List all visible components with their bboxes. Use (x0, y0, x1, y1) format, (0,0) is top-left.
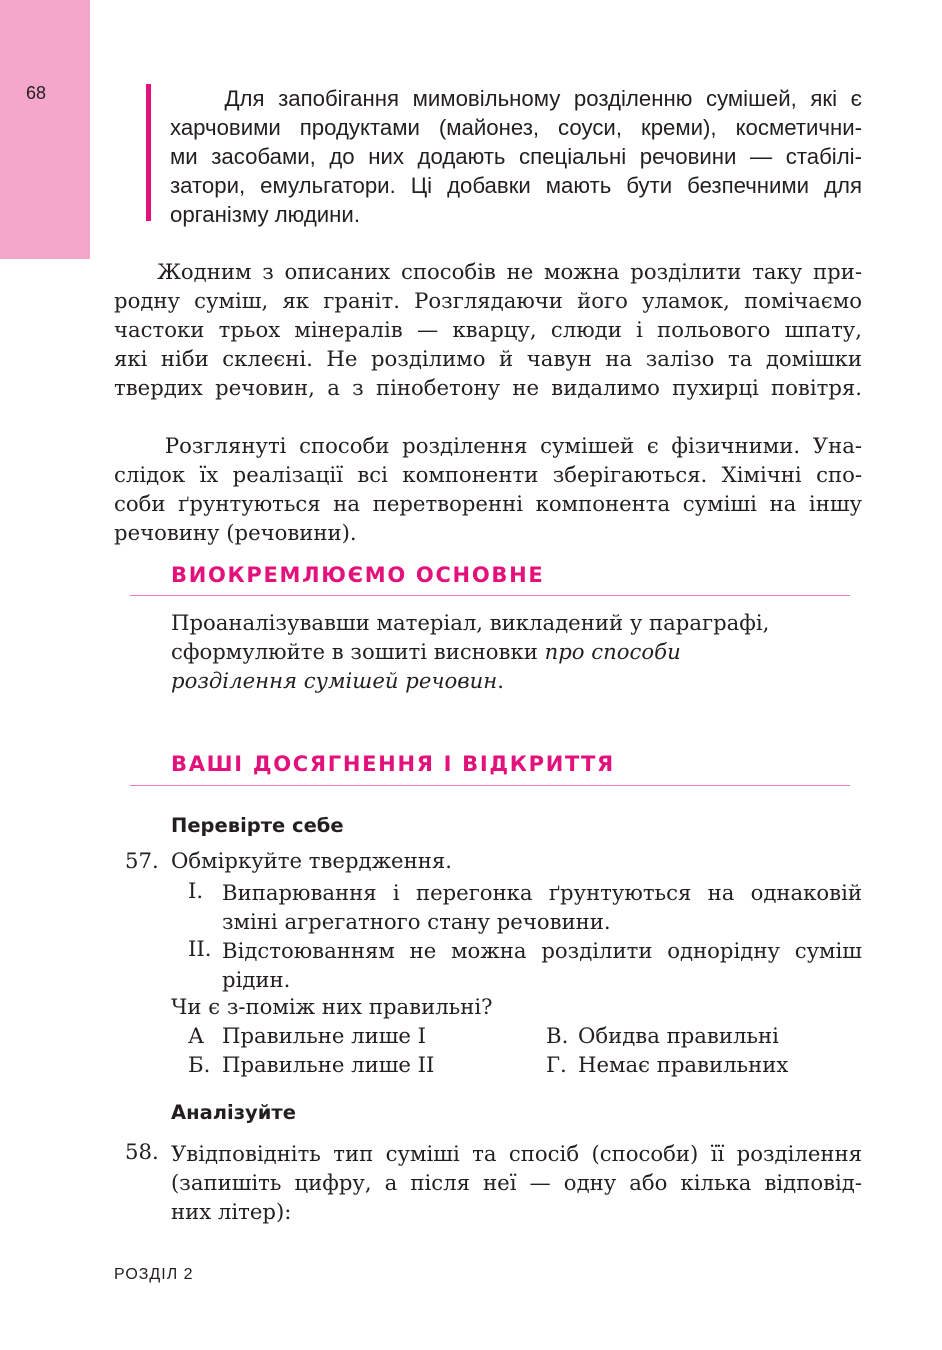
summary-line: Проаналізувавши матеріал, викладений у параграфі, (171, 610, 770, 635)
statement-line: Відстоюванням не можна розділити однорідну суміш (222, 938, 862, 963)
question-line: (запишіть цифру, а після неї — одну або кілька відповід- (171, 1170, 862, 1195)
statement-line: зміні агрегатного стану речовини. (222, 909, 611, 934)
paragraph-granite (114, 257, 862, 402)
question-line: них літер): (171, 1199, 292, 1224)
answer-option-letter: Г. (546, 1052, 567, 1077)
section-divider (130, 595, 850, 596)
question-line: Увідповідніть тип суміші та спосіб (способи) її розділення (171, 1141, 862, 1166)
paragraph-physical-methods (114, 431, 862, 547)
note-line: затори, емульгатори. Ці добавки мають бути безпечними для (170, 173, 862, 198)
question-text: Обміркуйте твердження. (171, 848, 452, 873)
note-line: харчовими продуктами (майонез, соуси, креми), косметични- (170, 115, 862, 140)
page-number: 68 (26, 83, 47, 103)
chapter-footer: РОЗДІЛ 2 (114, 1266, 194, 1283)
subheading-analyze: Аналізуйте (171, 1101, 296, 1124)
paragraph-line: родну суміш, як граніт. Розглядаючи його уламок, помічаємо (114, 288, 862, 313)
summary-task (171, 608, 851, 695)
paragraph-line: Жодним з описаних способів не можна розділити таку при- (114, 259, 862, 284)
answer-option-text: Немає правильних (578, 1052, 789, 1077)
paragraph-line: речовину (речовини). (114, 520, 357, 545)
paragraph-line: слідок їх реалізації всі компоненти зберігаються. Хімічні спо- (114, 462, 862, 487)
question-text (171, 1139, 862, 1226)
answer-option-letter: Б. (188, 1052, 211, 1077)
note-accent-bar (146, 84, 151, 221)
paragraph-line: соби ґрунтуються на перетворенні компонента суміші на іншу (114, 491, 862, 516)
statement-line: Випарювання і перегонка ґрунтуються на однаковій (222, 880, 862, 905)
summary-text: . (497, 668, 504, 693)
page-tab (0, 0, 90, 259)
note-line: організму людини. (170, 202, 360, 227)
note-line: ми засобами, до них додають спеціальні речовини — стабілі- (170, 144, 862, 169)
section-divider (130, 785, 850, 786)
paragraph-line: твердих речовин, а з пінобетону не видалимо пухирці повітря. (114, 375, 862, 400)
summary-emphasis: розділення сумішей речовин (171, 668, 498, 693)
answer-option-letter: А (188, 1023, 205, 1048)
statement-line: рідин. (222, 967, 291, 992)
answer-option-letter: В. (546, 1023, 569, 1048)
statement-text (222, 878, 862, 936)
answer-option-text: Правильне лише I (222, 1023, 427, 1048)
summary-text: сформулюйте в зошиті висновки (171, 639, 545, 664)
statement-marker: I. (188, 878, 204, 903)
paragraph-line: які ніби склеєні. Не розділимо й чавун на залізо та домішки (114, 346, 862, 371)
question-prompt: Чи є з-поміж них правильні? (171, 994, 493, 1019)
summary-line (171, 666, 851, 695)
statement-text (222, 936, 862, 994)
summary-line (171, 637, 851, 666)
paragraph-line: частоки трьох мінералів — кварцу, слюди і польового шпату, (114, 317, 862, 342)
statement-marker: II. (188, 936, 212, 961)
question-number: 58. (125, 1139, 159, 1164)
section-title-achievements: ВАШІ ДОСЯГНЕННЯ І ВІДКРИТТЯ (171, 752, 615, 776)
paragraph-line: Розглянуті способи розділення сумішей є фізичними. Уна- (114, 433, 862, 458)
summary-emphasis: про способи (544, 639, 681, 664)
section-title-main-points: ВИОКРЕМЛЮЄМО ОСНОВНЕ (171, 563, 545, 587)
subheading-self-check: Перевірте себе (171, 814, 344, 837)
answer-option-text: Правильне лише II (222, 1052, 435, 1077)
info-note (170, 84, 862, 229)
answer-option-text: Обидва правильні (578, 1023, 779, 1048)
note-line: Для запобігання мимовільному розділенню сумішей, які є (170, 86, 862, 111)
question-number: 57. (125, 848, 159, 873)
